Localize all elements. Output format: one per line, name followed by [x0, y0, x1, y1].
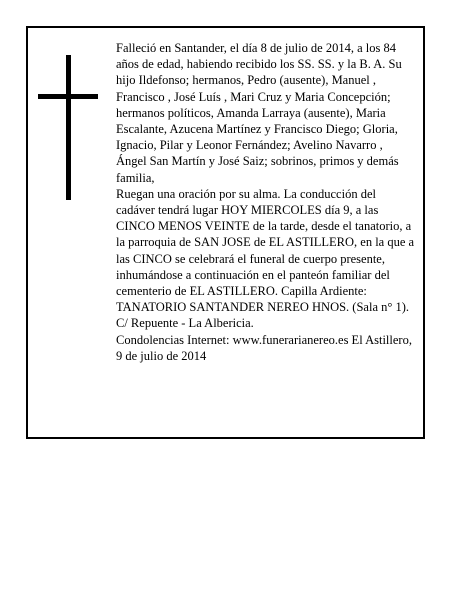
latin-cross-icon [38, 55, 98, 200]
notice-paragraph-funeral: Ruegan una oración por su alma. La conducción del cadáver tendrá lugar HOY MIERCOLES día 9, a las CINCO MENOS VEINTE de la tarde, desde el tanatorio, a la parroquia de SAN JOSE de EL ASTILLERO, en la que a las CINCO se celebrará el funeral de cuerpo presente, inhumándose a continuación en el panteón familiar del cementerio de EL ASTILLERO. Capilla Ardiente: TANATORIO SANTANDER NEREO HNOS. (Sala n° 1). C/ Repuente - La Albericia. [116, 186, 415, 331]
notice-paragraph-condolences: Condolencias Internet: www.funerarianereo.es El Astillero, 9 de julio de 2014 [116, 332, 412, 363]
obituary-notice [26, 26, 425, 439]
cross-horizontal-bar [38, 94, 98, 99]
notice-body [116, 40, 416, 364]
notice-paragraph-family: Falleció en Santander, el día 8 de julio de 2014, a los 84 años de edad, habiendo recibido los SS. SS. y la B. A. Su hijo Ildefonso; hermanos, Pedro (ausente), Manuel , Francisco , José Luís , Mari Cruz y Maria Concepción; hermanos políticos, Amanda Larraya (ausente), Maria Escalante, Azucena Martínez y Francisco Diego; Gloria, Ignacio, Pilar y Leonor Fernández; Avelino Navarro , Ángel San Martín y José Saiz; sobrinos, primos y demás familia, [116, 41, 402, 185]
cross-vertical-bar [66, 55, 71, 200]
